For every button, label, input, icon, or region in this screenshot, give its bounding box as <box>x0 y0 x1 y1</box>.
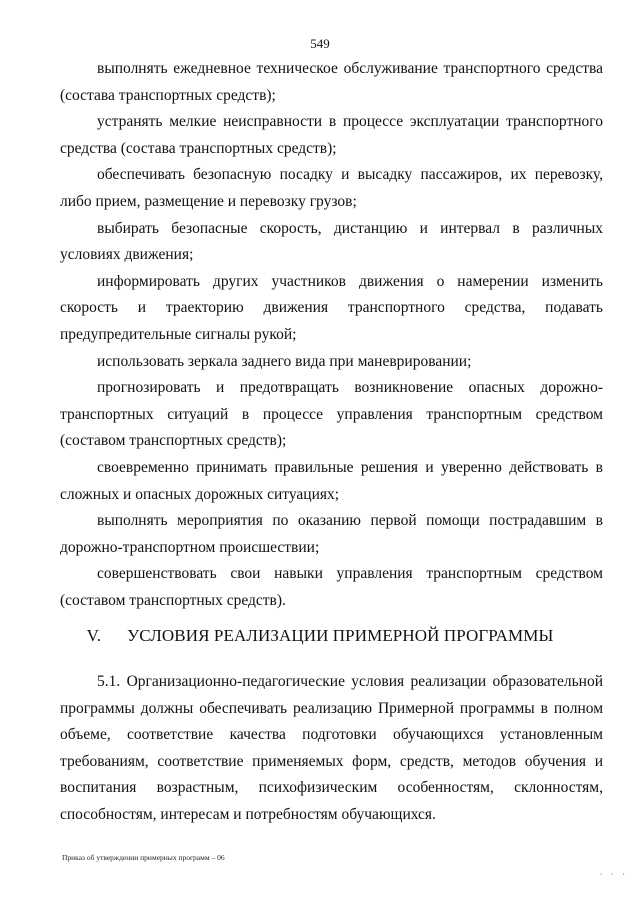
section-paragraph: 5.1. Организационно-педагогические условия реализации образовательной программы должны обеспечивать реализацию Примерной программы в полном объеме, соответствие качества подготовки обучающихся установленным требованиям, соответствие применяемых форм, средств, методов обучения и воспитания возрастным, психофизическим особенностям, склонностям, способностям, интересам и потребностям обучающихся. <box>60 673 603 823</box>
list-item: совершенствовать свои навыки управления транспортным средством (составом транспортных средств). <box>60 565 603 609</box>
list-item: прогнозировать и предотвращать возникновение опасных дорожно-транспортных ситуаций в процессе управления транспортным средством (составом транспортных средств); <box>60 379 603 450</box>
list-item: выполнять мероприятия по оказанию первой помощи пострадавшим в дорожно-транспортном происшествии; <box>60 512 603 556</box>
list-item: устранять мелкие неисправности в процессе эксплуатации транспортного средства (состава транспортных средств); <box>60 113 603 157</box>
margin-mark: · · · <box>599 869 628 879</box>
list-item: выполнять ежедневное техническое обслуживание транспортного средства (состава транспортных средств); <box>60 60 603 104</box>
list-item: выбирать безопасные скорость, дистанцию и интервал в различных условиях движения; <box>60 219 603 264</box>
section-body <box>60 669 603 829</box>
list-item: информировать других участников движения о намерении изменить скорость и траекторию движения транспортного средства, подавать предупредительные сигналы рукой; <box>60 272 603 343</box>
page-number: 549 <box>310 36 330 51</box>
list-item: обеспечивать безопасную посадку и высадку пассажиров, их перевозку, либо прием, размещение и перевозку грузов; <box>60 166 603 210</box>
page-footer: Приказ об утверждении примерных программ – 06 <box>62 853 225 862</box>
skills-list <box>60 56 603 614</box>
list-item: своевременно принимать правильные решения и уверенно действовать в сложных и опасных дорожных ситуациях; <box>60 458 603 503</box>
list-item: использовать зеркала заднего вида при маневрировании; <box>97 352 472 370</box>
section-heading <box>0 626 640 646</box>
section-title: УСЛОВИЯ РЕАЛИЗАЦИИ ПРИМЕРНОЙ ПРОГРАММЫ <box>127 626 554 645</box>
section-number: V. <box>86 626 102 645</box>
